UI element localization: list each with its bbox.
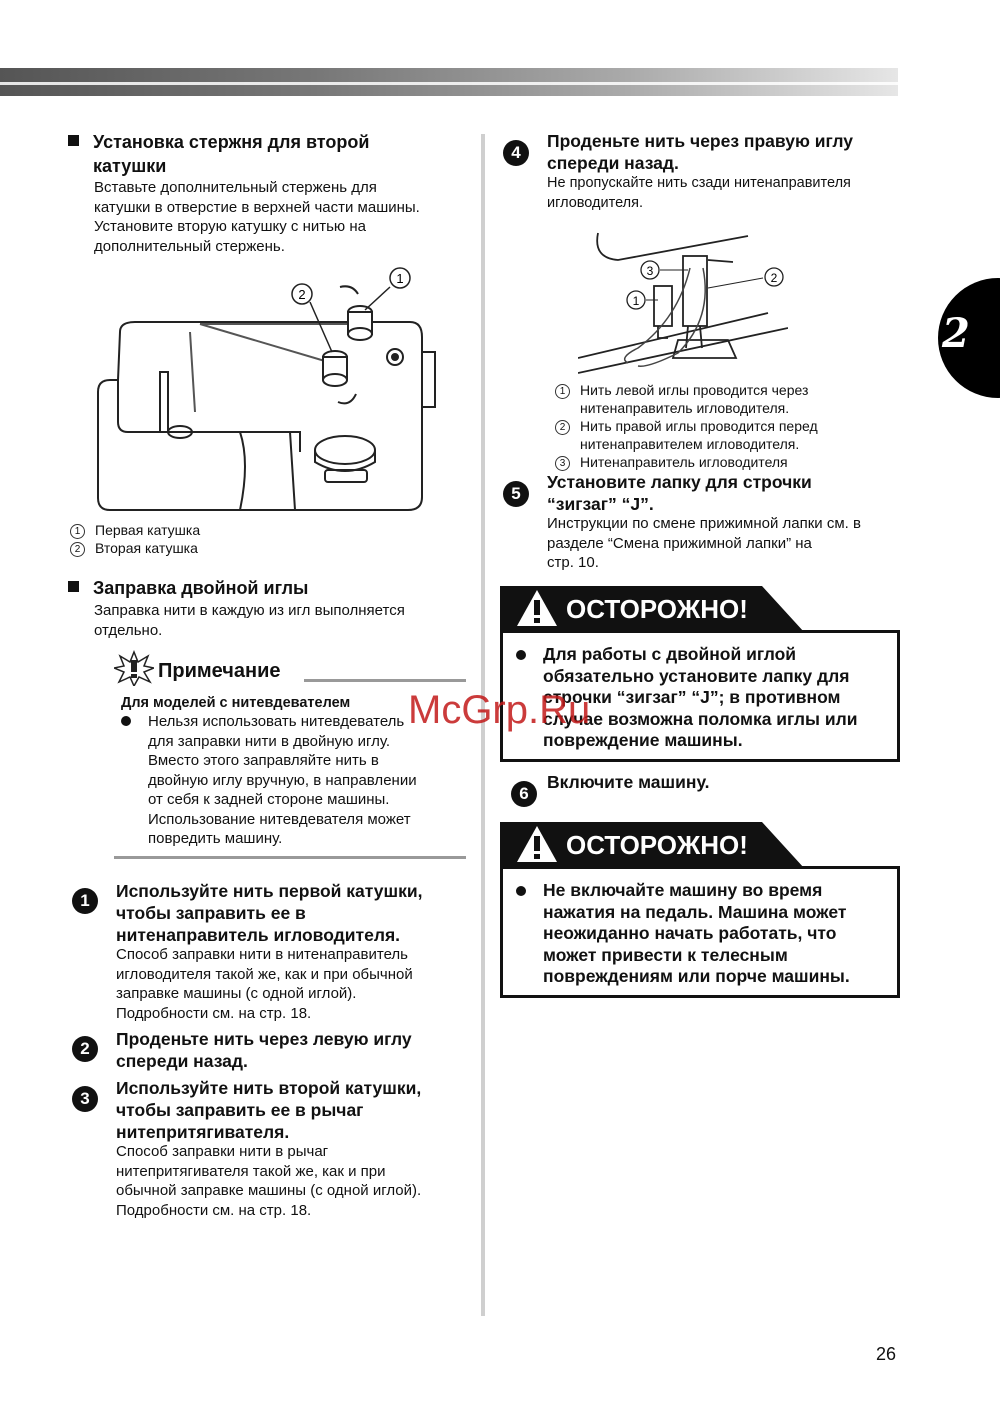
step-1-title: Используйте нить первой катушки, чтобы заправить ее в нитенаправитель игловодителя. — [116, 881, 423, 945]
step-5-title: Установите лапку для строчки “зигзаг” “J”. — [547, 472, 812, 514]
step-2-title: Проденьте нить через левую иглу спереди назад. — [116, 1029, 412, 1071]
section-title-twin-needle: Заправка двойной иглы — [68, 576, 468, 600]
section-body-spool-pin: Вставьте дополнительный стержень для катушки в отверстие в верхней части машины. Установите вторую катушку с нитью на дополнительный стержень. — [94, 179, 420, 255]
section-title-spool-pin: Установка стержня для второй катушки — [68, 130, 468, 178]
step-number-4: 4 — [503, 140, 529, 166]
bullet-icon — [121, 716, 131, 726]
legend-item: 2 Вторая катушка — [70, 539, 450, 557]
legend-item: 2 Нить правой иглы проводится перед — [555, 417, 895, 435]
legend-item: 3 Нитенаправитель игловодителя — [555, 453, 895, 471]
step-1-body: Способ заправки нити в нитенаправитель игловодителя такой же, как и при обычной заправке машины (с одной иглой). Подробности см. на стр. 18. — [116, 946, 413, 1022]
step-3-body: Способ заправки нити в рычаг нитепритягивателя такой же, как и при обычной заправке машины (с одной иглой). Подробности см. на стр. 18. — [116, 1143, 422, 1219]
needle-callout-3: 3 — [646, 264, 654, 278]
page-number: 26 — [876, 1344, 897, 1364]
bullet-icon — [516, 886, 526, 896]
step-number-1: 1 — [72, 888, 98, 914]
figure-callout-1: 1 — [396, 271, 404, 286]
step-3-title: Используйте нить второй катушки, чтобы заправить ее в рычаг нитепритягивателя. — [116, 1078, 422, 1142]
note-title: Примечание — [158, 660, 281, 682]
caution-label-1: ОСТОРОЖНО! — [566, 594, 748, 624]
caution-label-2: ОСТОРОЖНО! — [566, 830, 748, 860]
step-5-body: Инструкции по смене прижимной лапки см. в разделе “Смена прижимной лапки” на стр. 10. — [547, 515, 861, 571]
note-subhead: Для моделей с нитевдевателем — [121, 695, 351, 711]
needle-callout-2: 2 — [770, 271, 778, 285]
machine-spool-figure — [90, 262, 440, 517]
section-body-twin-needle: Заправка нити в каждую из игл выполняется отдельно. — [94, 602, 405, 639]
caution-text-1: Для работы с двойной иглой обязательно установите лапку для строчки “зигзаг” “J”; в противном случае возможна поломка иглы или повреждение машины. — [543, 644, 858, 750]
chapter-number: 2 — [942, 310, 970, 357]
note-rule-top — [304, 679, 466, 682]
square-bullet-icon — [68, 581, 79, 592]
legend-item: 1 Первая катушка — [70, 521, 450, 539]
note-rule-bottom — [114, 856, 466, 859]
step-4-title: Проденьте нить через правую иглу спереди назад. — [547, 131, 854, 173]
caution-text-2: Не включайте машину во время нажатия на педаль. Машина может неожиданно начать работать, что может привести к телесным повреждениям или порче машины. — [543, 880, 850, 986]
square-bullet-icon — [68, 135, 79, 146]
step-6-title: Включите машину. — [547, 772, 710, 792]
note-burst-icon — [114, 650, 154, 686]
step-number-3: 3 — [72, 1086, 98, 1112]
legend-item: 1 Нить левой иглы проводится через — [555, 381, 895, 399]
step-4-body: Не пропускайте нить сзади нитенаправителя игловодителя. — [547, 175, 851, 211]
needle-callout-1: 1 — [632, 294, 640, 308]
bullet-icon — [516, 650, 526, 660]
step-number-6: 6 — [511, 781, 537, 807]
needle-figure — [578, 228, 788, 376]
spool-legend — [70, 521, 450, 557]
header-bar — [0, 68, 898, 96]
note-body: Нельзя использовать нитевдеватель для заправки нити в двойную иглу. Вместо этого заправляйте нить в двойную иглу вручную, в направлении от себя к задней стороне машины. Использование нитевдевателя может повредить машину. — [148, 713, 417, 847]
step-number-5: 5 — [503, 481, 529, 507]
watermark: McGrp.Ru — [408, 688, 591, 732]
step-number-2: 2 — [72, 1036, 98, 1062]
needle-legend: 1 Нить левой иглы проводится через нитенаправитель игловодителя. 2 Нить правой иглы проводится перед нитенаправителем игловодителя. 3 Нитенаправитель игловодителя — [555, 381, 895, 471]
figure-callout-2: 2 — [298, 287, 306, 302]
